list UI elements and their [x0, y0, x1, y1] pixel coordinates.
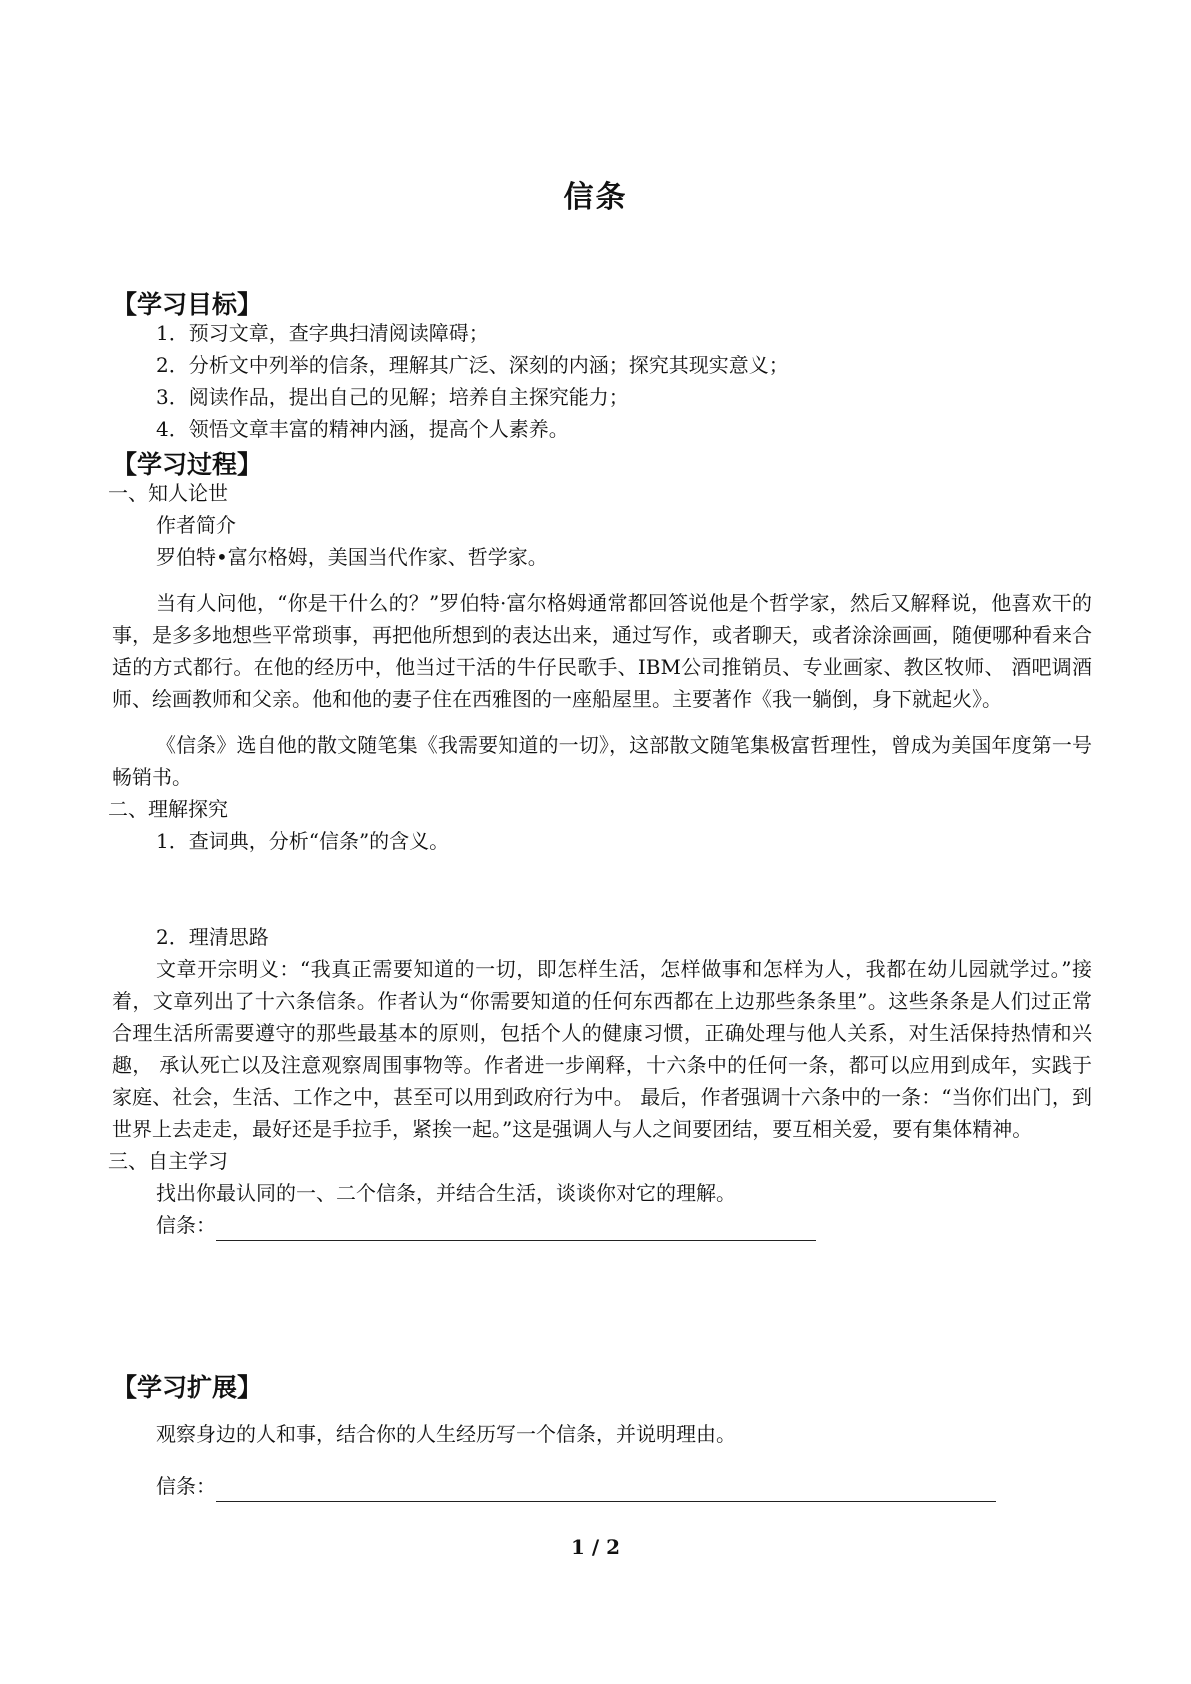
- page-number: 1 / 2: [570, 1535, 621, 1559]
- extension-answer-row: [112, 1470, 1092, 1502]
- source-paragraph: 《信条》选自他的散文随笔集《我需要知道的一切》，这部散文随笔集极富哲理性，曾成为美国年度第一号畅销书。: [112, 733, 1092, 789]
- author-bio-paragraph: 当有人问他，“你是干什么的？”罗伯特·富尔格姆通常都回答说他是个哲学家，然后又解释说，他喜欢干的事，是多多地想些平常琐事，再把他所想到的表达出来，通过写作，或者聊天，或者涂涂画画，随便哪种看来合适的方式都行。在他的经历中，他当过干活的牛仔民歌手、IBM公司推销员、专业画家、教区牧师、 酒吧调酒师、绘画教师和父亲。他和他的妻子住在西雅图的一座船屋里。主要著作《我一躺倒，身下就起火》。: [112, 591, 1092, 711]
- page-title: 信条: [563, 180, 628, 215]
- goal-item: 3．阅读作品，提出自己的见解；培养自主探究能力；: [156, 385, 629, 409]
- extension-body: [112, 1418, 1092, 1502]
- process-heading: 【学习过程】: [112, 450, 263, 479]
- goal-item: 4．领悟文章丰富的精神内涵，提高个人素养。: [156, 417, 569, 441]
- extension-prompt: 观察身边的人和事，结合你的人生经历写一个信条，并说明理由。: [156, 1422, 736, 1446]
- question-2: 2．理清思路: [156, 925, 269, 949]
- goal-item: 1．预习文章，查字典扫清阅读障碍；: [156, 321, 489, 345]
- author-line: 罗伯特•富尔格姆，美国当代作家、哲学家。: [156, 545, 548, 569]
- goals-list: [112, 317, 1092, 445]
- goals-heading: 【学习目标】: [112, 290, 263, 319]
- structure-paragraph: 文章开宗明义：“我真正需要知道的一切，即怎样生活，怎样做事和怎样为人，我都在幼儿园就学过。”接着，文章列出了十六条信条。作者认为“你需要知道的任何东西都在上边那些条条里”。这些条条是人们过正常合理生活所需要遵守的那些最基本的原则，包括个人的健康习惯，正确处理与他人关系，对生活保持热情和兴趣， 承认死亡以及注意观察周围事物等。作者进一步阐释，十六条中的任何一条，都可以应用到成年，实践于家庭、社会，生活、工作之中，甚至可以用到政府行为中。 最后，作者强调十六条中的一条：“当你们出门，到世界上去走走，最好还是手拉手，紧挨一起。”这是强调人与人之间要团结，要互相关爱，要有集体精神。: [112, 957, 1092, 1141]
- part3-heading: 三、自主学习: [108, 1149, 228, 1173]
- goal-item: 2．分析文中列举的信条，理解其广泛、深刻的内涵；探究其现实意义；: [156, 353, 789, 377]
- question-1: 1．查词典，分析“信条”的含义。: [156, 829, 450, 853]
- answer-blank-line[interactable]: [216, 1479, 996, 1502]
- self-study-answer-row: [112, 1209, 1092, 1241]
- author-label: 作者简介: [156, 513, 236, 537]
- process-body: [108, 477, 1092, 1241]
- part1-heading: 一、知人论世: [108, 481, 228, 505]
- creed-label: 信条：: [156, 1474, 216, 1498]
- part2-heading: 二、理解探究: [108, 797, 228, 821]
- creed-label: 信条：: [156, 1213, 216, 1237]
- self-study-prompt: 找出你最认同的一、二个信条，并结合生活，谈谈你对它的理解。: [156, 1181, 736, 1205]
- answer-blank-line[interactable]: [216, 1218, 816, 1241]
- extension-heading: 【学习扩展】: [112, 1373, 263, 1402]
